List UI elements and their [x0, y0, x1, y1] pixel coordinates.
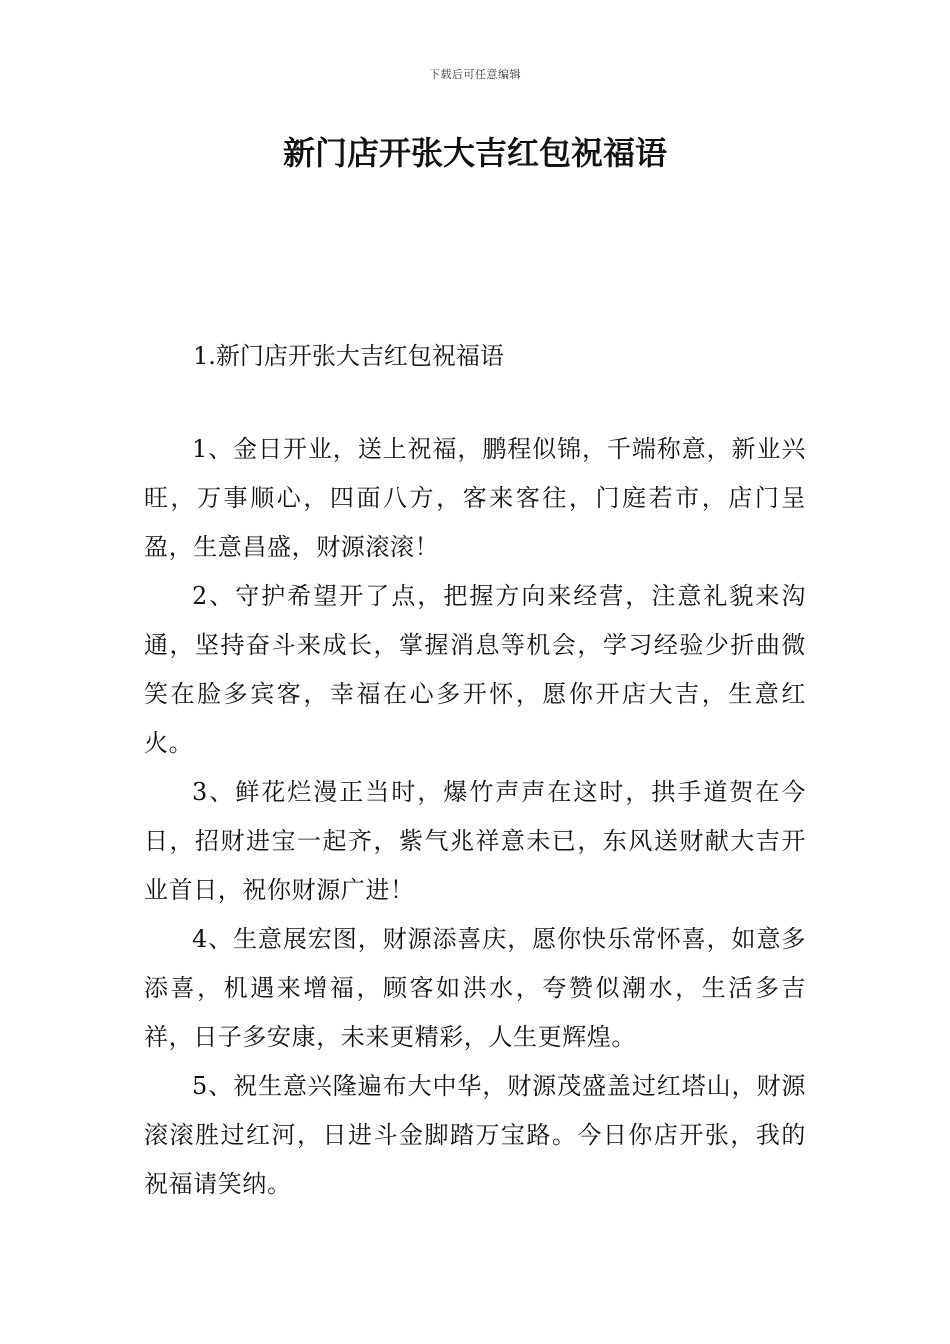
section-heading: 1.新门店开张大吉红包祝福语 — [193, 342, 504, 370]
paragraph-2: 2、守护希望开了点，把握方向来经营，注意礼貌来沟通，坚持奋斗来成长，掌握消息等机会，学习经验少折曲微笑在脸多宾客，幸福在心多开怀，愿你开店大吉，生意红火。 — [144, 582, 806, 757]
header-note: 下载后可任意编辑 — [429, 68, 521, 81]
paragraph-4: 4、生意展宏图，财源添喜庆，愿你快乐常怀喜，如意多添喜，机遇来增福，顾客如洪水，夸赞似潮水，生活多吉祥，日子多安康，未来更精彩，人生更辉煌。 — [144, 925, 806, 1051]
paragraph-3: 3、鲜花烂漫正当时，爆竹声声在这时，拱手道贺在今日，招财进宝一起齐，紫气兆祥意未已，东风送财献大吉开业首日，祝你财源广进！ — [144, 778, 806, 904]
paragraph-1: 1、金日开业，送上祝福，鹏程似锦，千端称意，新业兴旺，万事顺心，四面八方，客来客往，门庭若市，店门呈盈，生意昌盛，财源滚滚！ — [144, 435, 806, 561]
paragraph-5: 5、祝生意兴隆遍布大中华，财源茂盛盖过红塔山，财源滚滚胜过红河，日进斗金脚踏万宝路。今日你店开张，我的祝福请笑纳。 — [144, 1072, 806, 1198]
body-text — [144, 425, 806, 1209]
page-title: 新门店开张大吉红包祝福语 — [282, 134, 667, 172]
